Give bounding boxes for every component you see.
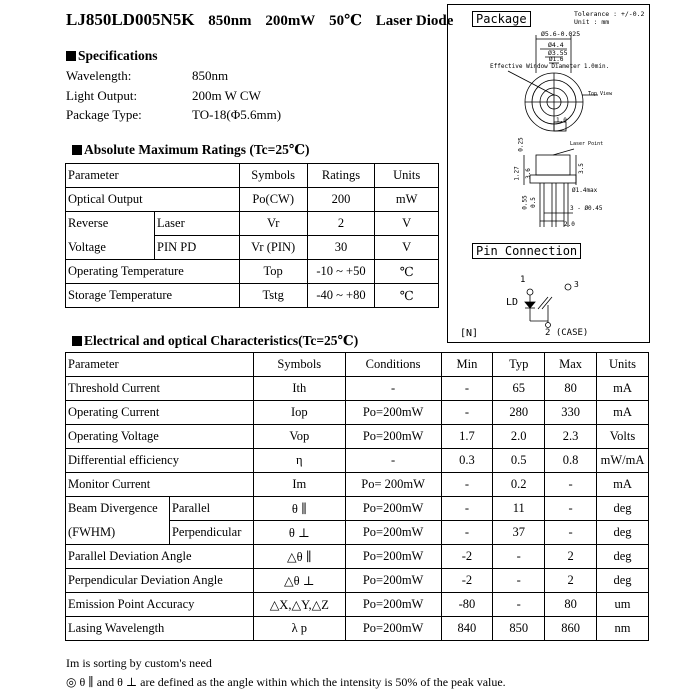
table-row: Operating Current Iop Po=200mW - 280 330 mA xyxy=(66,401,649,425)
table-row: Perpendicular Deviation Angle △θ ⊥ Po=200mW -2 - 2 deg xyxy=(66,569,649,593)
window-label: Effective Window Diameter 1.0min. xyxy=(490,63,610,70)
table-row: Threshold Current Ith - - 65 80 mA xyxy=(66,377,649,401)
abs-max-table xyxy=(65,163,439,308)
table-row: Parallel Deviation Angle △θ ∥ Po=200mW -2 - 2 deg xyxy=(66,545,649,569)
table-row: Monitor Current Im Po= 200mW - 0.2 - mA xyxy=(66,473,649,497)
table-row: Parameter Symbols Ratings Units xyxy=(66,164,439,188)
document-title xyxy=(66,10,463,30)
header-temp: 50℃ xyxy=(329,13,363,29)
tolerance-note: Tolerance : +/-0.2 Unit : mm xyxy=(574,10,645,26)
header-power: 200mW xyxy=(265,13,316,29)
table-row: Reverse Laser Vr 2 V xyxy=(66,212,439,236)
header-type: Laser Diode xyxy=(375,13,454,29)
specifications-list xyxy=(66,66,281,125)
header-wavelength: 850nm xyxy=(208,13,252,29)
table-row: (FWHM) Perpendicular θ ⊥ Po=200mW - 37 - deg xyxy=(66,521,649,545)
table-row: Parameter Symbols Conditions Min Typ Max Units xyxy=(66,353,649,377)
spec-row: Package Type: TO-18(Φ5.6mm) xyxy=(66,107,282,122)
table-row: Storage Temperature Tstg -40 ~ +80 ℃ xyxy=(66,284,439,308)
part-number: LJ850LD005N5K xyxy=(66,10,195,29)
table-row: Lasing Wavelength λ p Po=200mW 840 850 860 nm xyxy=(66,617,649,641)
table-row: Operating Voltage Vop Po=200mW 1.7 2.0 2.3 Volts xyxy=(66,425,649,449)
table-row: Emission Point Accuracy △X,△Y,△Z Po=200mW -80 - 80 um xyxy=(66,593,649,617)
table-row: Voltage PIN PD Vr (PIN) 30 V xyxy=(66,236,439,260)
spec-row: Wavelength: 850nm xyxy=(66,68,229,83)
spec-row: Light Output: 200m W CW xyxy=(66,87,261,103)
table-row: Differential efficiency η - 0.3 0.5 0.8 mW/mA xyxy=(66,449,649,473)
table-row: Beam Divergence Parallel θ ∥ Po=200mW - 11 - deg xyxy=(66,497,649,521)
pin-connection-tag: Pin Connection xyxy=(472,243,581,259)
package-tag: Package xyxy=(472,11,531,27)
electrical-table xyxy=(65,352,649,641)
table-row: Operating Temperature Top -10 ~ +50 ℃ xyxy=(66,260,439,284)
table-row: Optical Output Po(CW) 200 mW xyxy=(66,188,439,212)
abs-max-heading: Absolute Maximum Ratings (Tc=25℃) xyxy=(72,142,310,158)
package-drawing: Package Tolerance : +/-0.2 Unit : mm Ø5.6-0.025 Ø4.4 Ø3.55 Ø1.6 Effective Window Diameter 1.0min. Top View 1.0 Laser Point 0.25 1.27 3.6 3.5 0.55 0.5 Ø1.4max 3 - Ø0.45 2.0 Pin Connection 1 3 LD 2 (CASE) [N] xyxy=(447,4,650,343)
note-sorting: Im is sorting by custom's need xyxy=(66,656,212,670)
electrical-heading: Electrical and optical Characteristics(Tc=25℃) xyxy=(72,333,358,349)
specifications-heading: Specifications xyxy=(66,48,158,64)
note-angle-definition: ◎ θ ∥ and θ ⊥ are defined as the angle within which the intensity is 50% of the peak value. xyxy=(66,675,506,689)
